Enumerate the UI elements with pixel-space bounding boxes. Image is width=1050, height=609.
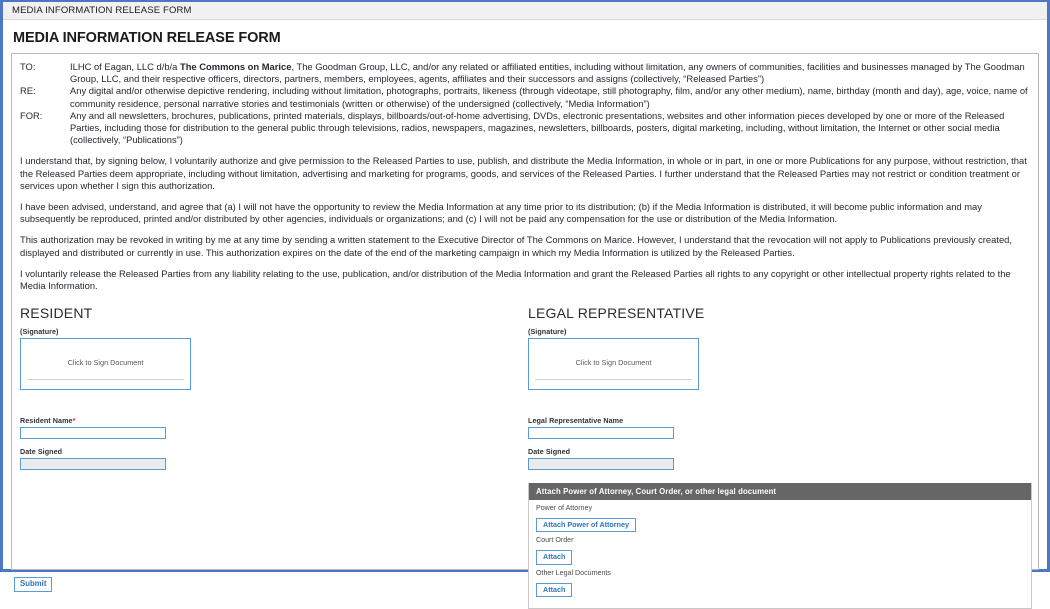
definition-text-re: Any digital and/or otherwise depictive rendering, including without limitation, photographs, portraits, likeness (through videotape, still photography, film, and/or any other medium), name, birthday (month and day), age, voice, name of community residence, personal narrative stories and testimonials (written or otherwise) of the undersigned (collectively, “Media Information”): [70, 85, 1028, 109]
resident-section-title: RESIDENT: [20, 305, 93, 322]
to-text-before-bold: ILHC of Eagan, LLC d/b/a: [70, 61, 180, 72]
attachment-group-power-of-attorney: [536, 504, 1024, 532]
attachments-panel: [528, 483, 1032, 609]
attach-court-order-button[interactable]: Attach: [536, 550, 572, 564]
resident-signature-label: (Signature): [20, 327, 59, 337]
resident-name-label: [20, 416, 525, 425]
resident-date-label: Date Signed: [20, 447, 63, 457]
legal-rep-name-input[interactable]: [528, 427, 674, 439]
resident-signature-line: [27, 379, 184, 380]
window-title: MEDIA INFORMATION RELEASE FORM: [12, 5, 192, 16]
legal-rep-signature-line: [535, 379, 692, 380]
definition-text-to: [70, 61, 1029, 85]
resident-name-label-text: Resident Name: [20, 416, 73, 426]
legal-rep-signature-hint: Click to Sign Document: [575, 358, 652, 368]
attach-power-of-attorney-button[interactable]: Attach Power of Attorney: [536, 518, 636, 532]
legal-rep-section-title: LEGAL REPRESENTATIVE: [528, 305, 705, 322]
attach-other-legal-documents-button[interactable]: Attach: [536, 583, 572, 597]
legal-rep-signature-label: (Signature): [528, 327, 567, 337]
other-legal-documents-caption: Other Legal Documents: [536, 568, 611, 577]
to-text-after-bold: , The Goodman Group, LLC, and/or any related or affiliated entities, including without limitation, any owners of communities, facilities and businesses managed by The Goodman Group, LLC, and their respective officers, directors, partners, members, employees, agents, affiliates and their successors and assigns (collectively, “Released Parties”): [70, 61, 1025, 85]
legal-rep-signature-box[interactable]: [528, 338, 699, 390]
attachments-panel-header: Attach Power of Attorney, Court Order, or other legal document: [529, 483, 1031, 500]
body-paragraph-4: I voluntarily release the Released Parties from any liability relating to the use, publication, and/or distribution of the Media Information and grant the Released Parties all rights to any copyright or other intellectual property rights related to the Media Information.: [20, 267, 1011, 292]
legal-rep-name-label: Legal Representative Name: [528, 416, 624, 426]
resident-signature-box[interactable]: [20, 338, 191, 390]
legal-rep-date-label: Date Signed: [528, 447, 571, 457]
legal-rep-date-input[interactable]: [528, 458, 674, 470]
resident-section: [20, 305, 525, 609]
attachments-panel-body: [529, 500, 1031, 608]
window-body: [3, 21, 1047, 594]
legal-representative-section: [528, 305, 1033, 609]
body-paragraph-2: I have been advised, understand, and agree that (a) I will not have the opportunity to review the Media Information at any time prior to its distribution; (b) if the Media Information is distributed, it will become public information and may subsequently be reproduced, printed and/or distributed by other agencies, individuals or organizations; and (c) I will not be paid any compensation for the use or distribution of the Media Information.: [20, 201, 982, 225]
definition-label-to: TO:: [20, 61, 36, 72]
page-title: MEDIA INFORMATION RELEASE FORM: [13, 30, 281, 46]
definition-label-for: FOR:: [20, 109, 43, 121]
window-title-bar: [3, 2, 1047, 20]
definition-row-to: [20, 61, 1029, 85]
power-of-attorney-caption: Power of Attorney: [536, 504, 592, 513]
submit-button[interactable]: Submit: [14, 577, 52, 592]
definition-label-re: RE:: [20, 85, 36, 97]
attachment-group-court-order: [536, 536, 1024, 564]
to-entity-name: The Commons on Marice: [179, 61, 292, 72]
attachment-group-other-legal-documents: [536, 569, 1024, 597]
definition-row-re: [20, 85, 1029, 109]
definition-row-for: [20, 110, 1029, 147]
resident-signature-hint: Click to Sign Document: [67, 358, 144, 368]
definition-text-for: Any and all newsletters, brochures, publications, printed materials, displays, billboards/out-of-home advertising, DVDs, electronic presentations, websites and other information pieces developed by one or more of the Released Parties, including those for distribution to the general public through televisions, radios, newspapers, magazines, newsletters, billboards, posters, digital marketing, including, without limitation, the Internet or other social media (collectively, “Publications”): [70, 109, 1005, 146]
required-marker: *: [72, 416, 76, 426]
body-paragraph-3: This authorization may be revoked in writing by me at any time by sending a written statement to the Executive Director of The Commons on Marice. However, I understand that the revocation will not apply to Publications previously created, displayed and distributed or currently in use. This authorization expires on the date of the end of the marketing campaign in which my Media Information is utilized by the Released Parties.: [20, 234, 1012, 258]
body-paragraph-1: I understand that, by signing below, I voluntarily authorize and give permission to the Released Parties to use, publish, and distribute the Media Information, in whole or in part, in one or more Publications for any purpose, without restriction, that the Released Parties deem appropriate, including without limitation, advertising and marketing for programs, goods, and services of the Released Parties. I further understand that the Released Parties may not restrict or condition treatment or services upon whether I sign this authorization.: [20, 155, 1027, 191]
resident-date-input[interactable]: [20, 458, 166, 470]
resident-name-input[interactable]: [20, 427, 166, 439]
signature-area: [20, 305, 1029, 609]
court-order-caption: Court Order: [536, 536, 574, 545]
